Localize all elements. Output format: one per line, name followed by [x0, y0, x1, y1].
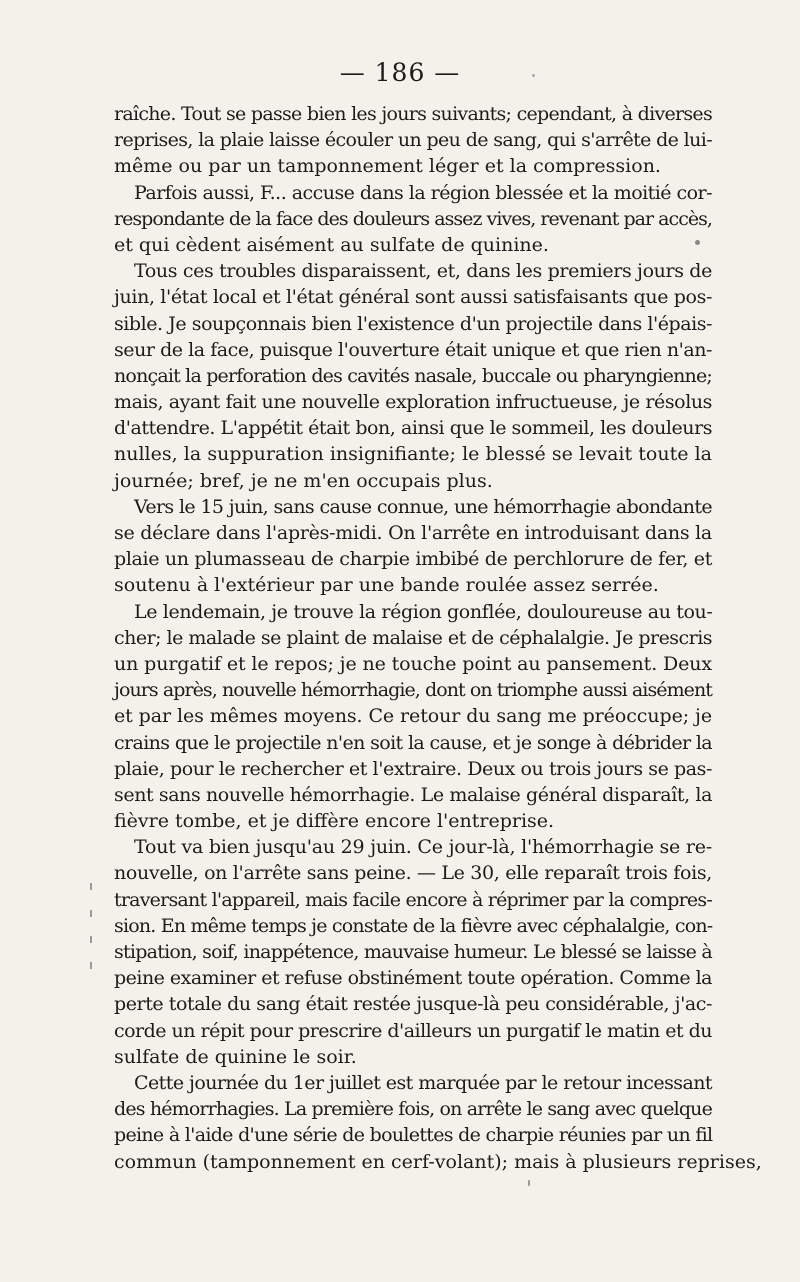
text-line: perte totale du sang était restée jusque-là peu considérable, j'ac- — [114, 993, 712, 1016]
body-text — [114, 101, 762, 1175]
margin-mark — [90, 910, 92, 917]
text-line: respondante de la face des douleurs assez vives, revenant par accès, — [114, 207, 712, 230]
text-line: sion. En même temps je constate de la fièvre avec céphalalgie, con- — [114, 914, 713, 937]
text-line: reprises, la plaie laisse écouler un peu de sang, qui s'arrête de lui- — [114, 129, 712, 152]
text-line: juin, l'état local et l'état général sont aussi satisfaisants que pos- — [114, 286, 712, 309]
text-line: plaie un plumasseau de charpie imbibé de perchlorure de fer, et — [114, 548, 712, 571]
text-line: d'attendre. L'appétit était bon, ainsi que le sommeil, les douleurs — [114, 417, 712, 440]
text-line: même ou par un tamponnement léger et la compression. — [114, 155, 661, 178]
text-line: journée; bref, je ne m'en occupais plus. — [114, 469, 493, 492]
text-line: nouvelle, on l'arrête sans peine. — Le 30, elle reparaît trois fois, — [114, 862, 712, 885]
text-line: Parfois aussi, F... accuse dans la région blessée et la moitié cor- — [134, 181, 712, 204]
text-line: traversant l'appareil, mais facile encore à réprimer par la compres- — [114, 888, 712, 911]
text-line: commun (tamponnement en cerf-volant); mais à plusieurs reprises, — [114, 1150, 762, 1173]
text-line: corde un répit pour prescrire d'ailleurs un purgatif le matin et du — [114, 1019, 712, 1042]
text-line: Cette journée du 1er juillet est marquée par le retour incessant — [134, 1071, 712, 1094]
text-line: sible. Je soupçonnais bien l'existence d'un projectile dans l'épais- — [114, 312, 712, 335]
text-line: raîche. Tout se passe bien les jours suivants; cependant, à diverses — [114, 103, 712, 125]
text-line: crains que le projectile n'en soit la cause, et je songe à débrider la — [114, 731, 712, 754]
text-line: Tout va bien jusqu'au 29 juin. Ce jour-là, l'hémorrhagie se re- — [134, 836, 712, 859]
text-line: Vers le 15 juin, sans cause connue, une hémorrhagie abondante — [134, 495, 712, 518]
text-line: sulfate de quinine le soir. — [114, 1045, 357, 1068]
text-line: se déclare dans l'après-midi. On l'arrête en introduisant dans la — [114, 522, 712, 544]
text-line: stipation, soif, inappétence, mauvaise humeur. Le blessé se laisse à — [114, 941, 712, 963]
margin-mark — [90, 883, 92, 890]
text-line: et qui cèdent aisément au sulfate de quinine. — [114, 233, 549, 256]
text-line: cher; le malade se plaint de malaise et de céphalalgie. Je prescris — [114, 626, 712, 649]
text-line: des hémorrhagies. La première fois, on arrête le sang avec quelque — [114, 1098, 712, 1121]
text-line: Le lendemain, je trouve la région gonflée, douloureuse au tou- — [134, 600, 713, 623]
text-line: soutenu à l'extérieur par une bande roulée assez serrée. — [114, 574, 659, 597]
margin-mark — [90, 962, 92, 969]
page-number: — 186 — — [339, 58, 461, 87]
text-line: seur de la face, puisque l'ouverture était unique et que rien n'an- — [114, 338, 712, 361]
margin-mark — [90, 936, 92, 943]
ink-speck — [695, 240, 700, 245]
text-line: jours après, nouvelle hémorrhagie, dont on triomphe aussi aisément — [114, 679, 712, 702]
text-line: plaie, pour le rechercher et l'extraire. Deux ou trois jours se pas- — [114, 757, 712, 780]
text-line: nonçait la perforation des cavités nasale, buccale ou pharyngienne; — [114, 364, 712, 387]
text-line: un purgatif et le repos; je ne touche point au pansement. Deux — [114, 652, 712, 675]
text-line: et par les mêmes moyens. Ce retour du sang me préoccupe; je — [114, 705, 712, 728]
text-line: fièvre tombe, et je diffère encore l'entreprise. — [114, 810, 555, 833]
ink-speck — [532, 74, 535, 77]
text-line: nulles, la suppuration insignifiante; le blessé se levait toute la — [114, 443, 712, 466]
text-line: sent sans nouvelle hémorrhagie. Le malaise général disparaît, la — [114, 783, 712, 806]
text-line: Tous ces troubles disparaissent, et, dans les premiers jours de — [134, 260, 712, 283]
ink-speck — [528, 1180, 530, 1186]
text-line: peine à l'aide d'une série de boulettes de charpie réunies par un fil — [114, 1124, 713, 1147]
text-line: peine examiner et refuse obstinément toute opération. Comme la — [114, 967, 712, 990]
text-line: mais, ayant fait une nouvelle exploration infructueuse, je résolus — [114, 391, 712, 414]
